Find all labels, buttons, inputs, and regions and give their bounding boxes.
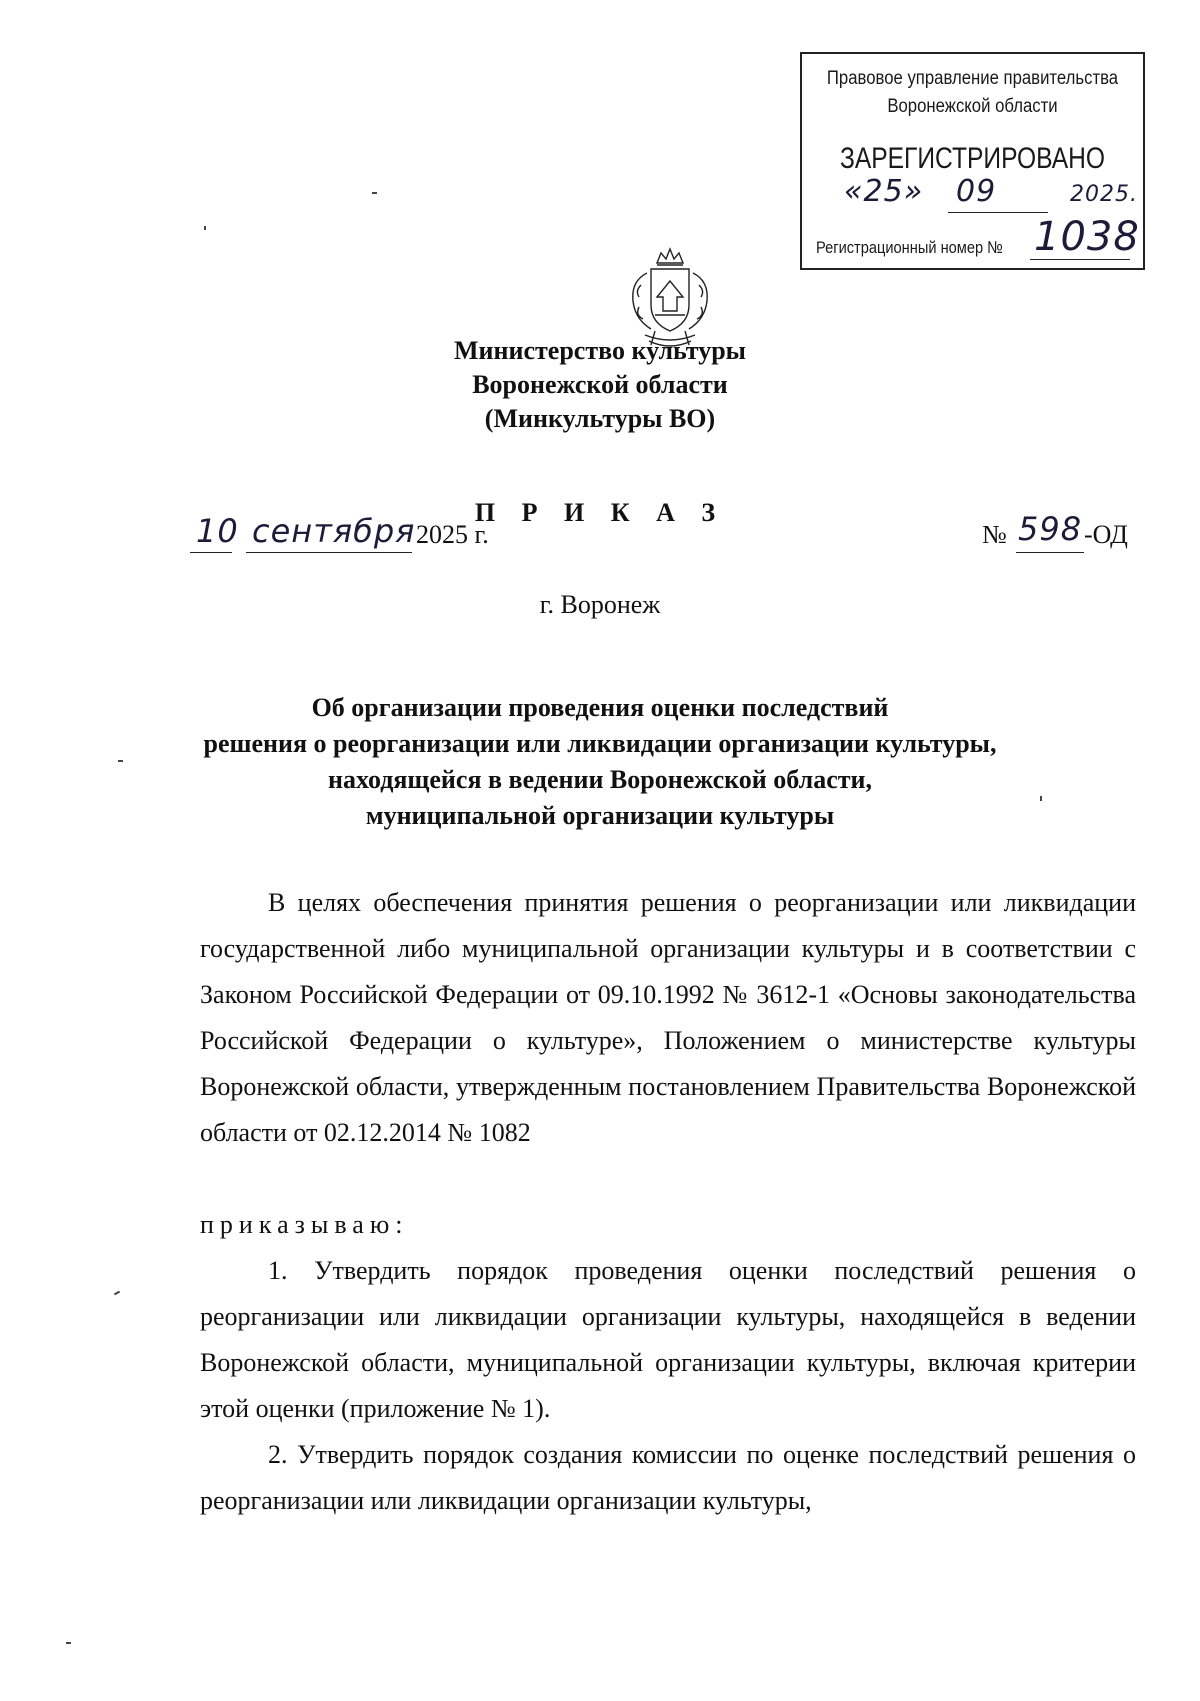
order-number-sign: № <box>982 520 1007 549</box>
order-date <box>190 512 510 558</box>
preamble-paragraph: В целях обеспечения принятия решения о реорганизации или ликвидации государственной либо муниципальной организации культуры и в соответствии с Законом Российской Федерации от 09.10.1992 № 3612-1 «Основы законодательства Российской Федерации о культуре», Положением о министерстве культуры Воронежской области, утвержденным постановлением Правительства Воронежской области от 02.12.2014 № 1082 <box>200 888 1136 1147</box>
order-title-line1: Об организации проведения оценки последствий <box>311 693 889 722</box>
order-title-line4: муниципальной организации культуры <box>365 801 835 830</box>
order-number <box>982 510 1132 558</box>
stamp-authority-line1: Правовое управление правительства <box>826 68 1119 89</box>
order-date-month: сентября <box>252 512 416 550</box>
scan-speck <box>66 1642 71 1644</box>
order-number-value: 598 <box>1018 510 1083 548</box>
city: г. Воронеж <box>539 590 661 619</box>
scan-speck <box>372 192 377 194</box>
order-number-suffix: -ОД <box>1084 520 1128 549</box>
date-day-rule <box>190 552 232 553</box>
order-title-line3: находящейся в ведении Воронежской области, <box>327 765 873 794</box>
stamp-date-month: 09 <box>956 174 997 209</box>
scan-speck <box>118 760 123 762</box>
order-word: приказываю: <box>200 1210 409 1239</box>
document-type: П Р И К А З <box>474 498 726 527</box>
org-name-line1: Министерство культуры <box>454 336 746 365</box>
stamp-regnum-label: Регистрационный номер № <box>816 238 1003 257</box>
stamp-regnum-value: 1038 <box>1034 214 1140 260</box>
date-month-rule <box>246 552 412 553</box>
org-name-line2: Воронежской области <box>472 370 728 399</box>
order-title <box>0 690 1200 834</box>
order-title-line2: решения о реорганизации или ликвидации организации культуры, <box>203 729 997 758</box>
stamp-authority-line2: Воронежской области <box>887 96 1058 117</box>
stamp-month-rule <box>948 212 1048 213</box>
order-date-day: 10 <box>196 512 239 550</box>
order-number-rule <box>1016 552 1084 553</box>
order-date-year: 2025 г. <box>416 520 489 549</box>
stamp-date-day: «25» <box>844 174 924 209</box>
scan-speck <box>204 226 206 230</box>
org-abbrev: (Минкультуры ВО) <box>484 404 716 433</box>
order-item-2: 2. Утвердить порядок создания комиссии по оценке последствий решения о реорганизации или ликвидации организации культуры, <box>200 1440 1136 1515</box>
order-item-1: 1. Утвердить порядок проведения оценки последствий решения о реорганизации или ликвидации организации культуры, находящейся в ведении Воронежской области, муниципальной организации культуры, включая критерии этой оценки (приложение № 1). <box>200 1256 1136 1423</box>
registration-stamp <box>800 52 1145 270</box>
stamp-date-year: 2025. <box>1070 182 1138 207</box>
stamp-registered-label: ЗАРЕГИСТРИРОВАНО <box>839 142 1106 175</box>
scan-speck <box>114 1291 120 1296</box>
stamp-date <box>838 174 1138 214</box>
scan-speck <box>1040 796 1042 801</box>
